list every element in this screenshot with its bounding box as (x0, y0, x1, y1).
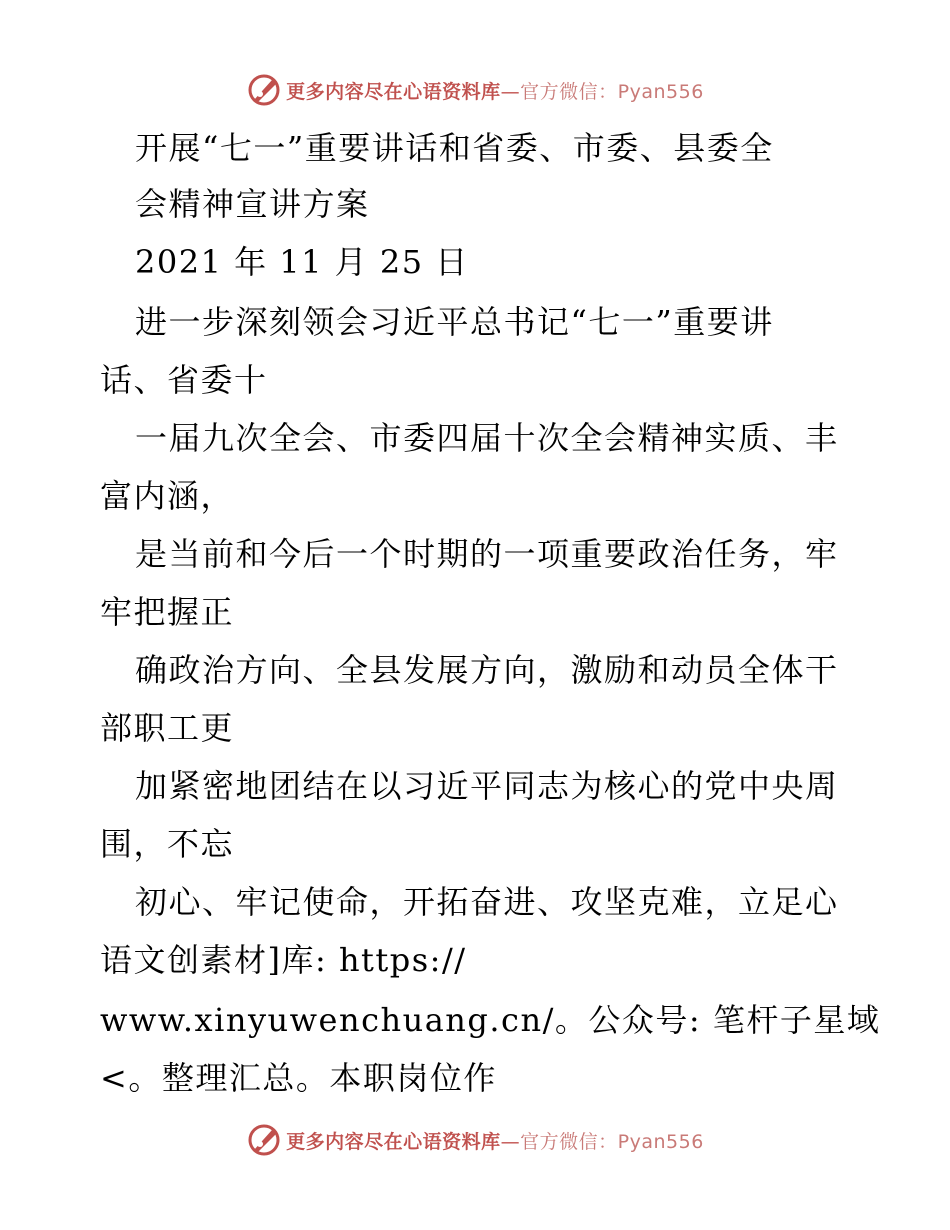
document-title-line-1: 开展“七一”重要讲话和省委、市委、县委全 (135, 129, 774, 167)
footer-banner-text (286, 1127, 704, 1154)
pen-logo-icon (246, 72, 282, 108)
paragraph-line: 是当前和今后一个时期的一项重要政治任务，牢 (135, 535, 839, 573)
paragraph-line: 语文创素材]库: https:// (100, 941, 467, 979)
footer-watermark-banner (0, 1120, 950, 1160)
paragraph-line: 加紧密地团结在以习近平同志为核心的党中央周 (135, 767, 839, 805)
paragraph-line: 确政治方向、全县发展方向，激励和动员全体干 (135, 651, 839, 689)
pen-logo-icon (246, 1122, 282, 1158)
paragraph-line: 牢把握正 (100, 593, 235, 631)
header-banner-title: 更多内容尽在心语资料库 (286, 80, 501, 103)
footer-banner-dash: — (500, 1130, 521, 1153)
header-banner-wechat: 官方微信：Pyan556 (520, 80, 704, 103)
header-banner-dash: — (500, 80, 521, 103)
document-date: 2021 年 11 月 25 日 (135, 243, 469, 281)
paragraph-line: 进一步深刻领会习近平总书记“七一”重要讲 (135, 303, 774, 341)
paragraph-line: 部职工更 (100, 709, 235, 747)
paragraph-line: 初心、牢记使命，开拓奋进、攻坚克难，立足心 (135, 883, 839, 921)
header-watermark-banner (0, 70, 950, 110)
footer-banner-title: 更多内容尽在心语资料库 (286, 1130, 501, 1153)
document-title-line-2: 会精神宣讲方案 (135, 185, 370, 223)
paragraph-line: 富内涵， (100, 477, 235, 515)
paragraph-line: 话、省委十 (100, 361, 268, 399)
paragraph-line: <。整理汇总。本职岗位作 (100, 1059, 497, 1097)
footer-banner-wechat: 官方微信：Pyan556 (520, 1130, 704, 1153)
paragraph-line: www.xinyuwenchuang.cn/。公众号: 笔杆子星域 (100, 1001, 881, 1039)
paragraph-line: 一届九次全会、市委四届十次全会精神实质、丰 (135, 419, 839, 457)
paragraph-line: 围，不忘 (100, 825, 235, 863)
header-banner-text (286, 77, 704, 104)
